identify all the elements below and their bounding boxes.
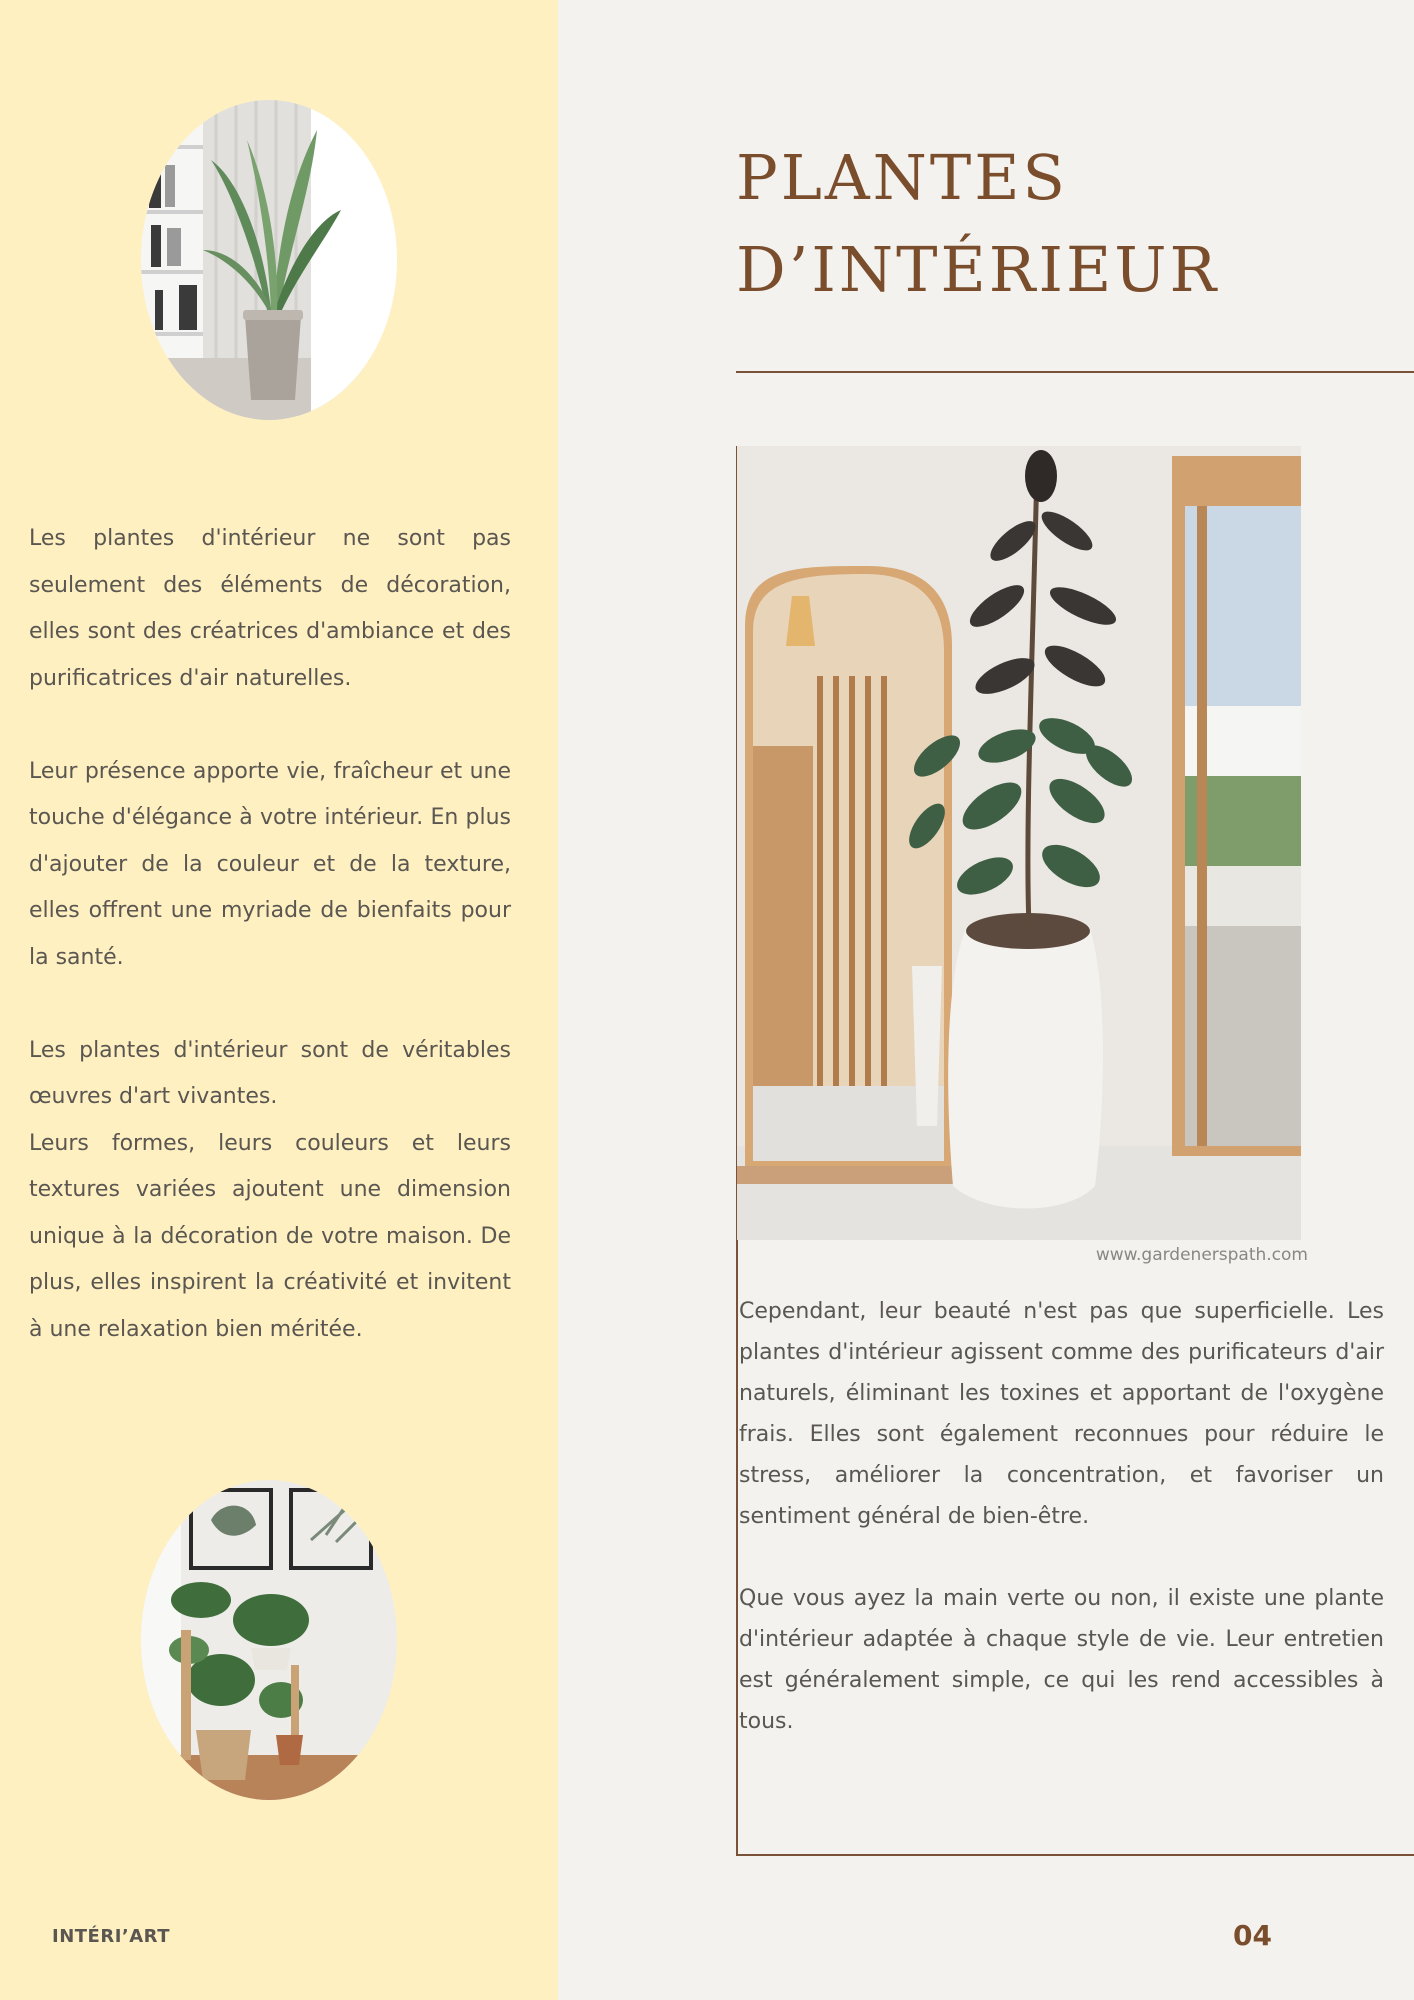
left-paragraph-2: Leur présence apporte vie, fraîcheur et une touche d'élégance à votre intérieur. En plus d'ajouter de la couleur et de la texture, elles offrent une myriade de bienfaits pour la santé. bbox=[29, 758, 511, 970]
right-paragraph-2: Que vous ayez la main verte ou non, il existe une plante d'intérieur adaptée à chaque style de vie. Leur entretien est généralement simple, ce qui les rend accessibles à tous. bbox=[739, 1586, 1384, 1734]
left-paragraph-3a: Les plantes d'intérieur sont de véritables œuvres d'art vivantes. bbox=[29, 1037, 511, 1109]
page-number: 04 bbox=[1233, 1919, 1272, 1952]
plant-corner-photo bbox=[141, 1480, 397, 1800]
rubber-plant-photo bbox=[737, 446, 1301, 1240]
bird-of-paradise-plant-photo bbox=[141, 100, 397, 420]
title-line-2: D’INTÉRIEUR bbox=[736, 233, 1220, 306]
page-title bbox=[736, 132, 1376, 316]
title-divider bbox=[736, 371, 1414, 373]
left-paragraph-3b: Leurs formes, leurs couleurs et leurs textures variées ajoutent une dimension unique à la décoration de votre maison. De plus, elles inspirent la créativité et invitent à une relaxation bien méritée. bbox=[29, 1130, 511, 1342]
right-paragraph-1: Cependant, leur beauté n'est pas que superficielle. Les plantes d'intérieur agissent comme des purificateurs d'air naturels, éliminant les toxines et apportant de l'oxygène frais. Elles sont également reconnues pour réduire le stress, améliorer la concentration, et favoriser un sentiment général de bien-être. bbox=[739, 1299, 1384, 1529]
photo-credit: www.gardenerspath.com bbox=[1095, 1245, 1308, 1265]
left-paragraph-1: Les plantes d'intérieur ne sont pas seulement des éléments de décoration, elles sont des créatrices d'ambiance et des purificatrices d'air naturelles. bbox=[29, 526, 511, 691]
left-column-text bbox=[29, 516, 511, 1353]
title-line-1: PLANTES bbox=[736, 141, 1068, 214]
brand-footer: INTÉRI’ART bbox=[52, 1926, 170, 1947]
right-column-text bbox=[739, 1291, 1384, 1742]
